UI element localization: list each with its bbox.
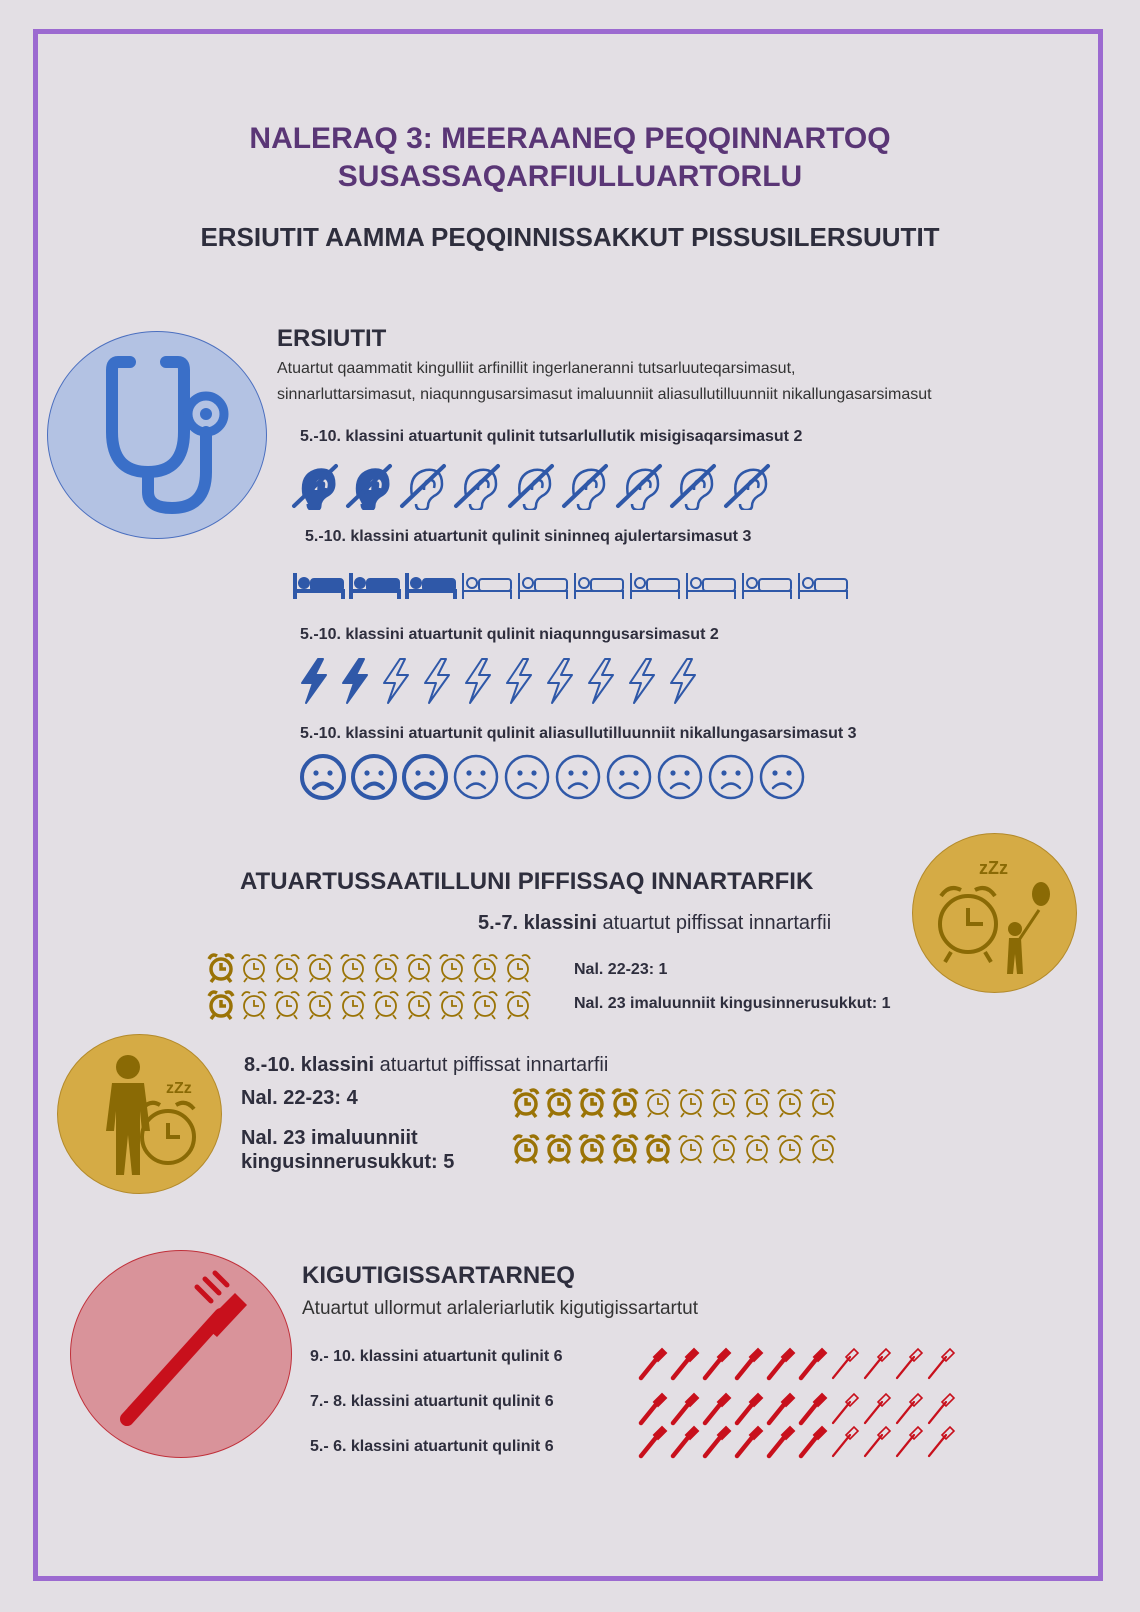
alarm-clock-icon-filled (609, 1085, 641, 1119)
page-subtitle: ERSIUTIT AAMMA PEQQINNISSAKKUT PISSUSILERSUUTIT (200, 222, 940, 252)
lightning-icon-filled (296, 657, 332, 705)
ear-icon-outline (506, 460, 556, 510)
lightning-icon-outline (460, 657, 496, 705)
toothbrush-icon-filled (702, 1390, 733, 1426)
teeth-row1-icons (638, 1345, 957, 1381)
ear-row-label: 5.-10. klassini atuartunit qulinit tutsarlullutik misigisaqarsimasut 2 (300, 428, 803, 445)
lightning-icon-outline (624, 657, 660, 705)
alarm-clock-icon-outline (271, 987, 303, 1021)
lightning-icon-outline (378, 657, 414, 705)
sad-row-label: 5.-10. klassini atuartunit qulinit aliasullutilluunniit nikallungasarsimasut 3 (300, 725, 857, 742)
ersiutit-desc-line-2: sinnarluttarsimasut, niaqunngusarsimasut imaluunniit aliasullutilluunniit nikallungasarsimasut (277, 386, 932, 403)
alarm-clock-icon-outline (436, 987, 468, 1021)
sleep-g2-row1-icons (510, 1085, 839, 1119)
page-title: NALERAQ 3: MEERAANEQ PEQQINNARTOQ SUSASSAQARFIULLUARTORLU (249, 122, 891, 193)
alarm-clock-icon-outline (502, 950, 534, 984)
alarm-clock-icon-filled (543, 1085, 575, 1119)
alarm-clock-icon-filled (609, 1131, 641, 1165)
alarm-clock-icon-filled (205, 950, 237, 984)
teeth-row3-label: 5.- 6. klassini atuartunit qulinit 6 (310, 1438, 554, 1455)
bed-icon-outline (628, 569, 682, 603)
alarm-clock-icon-outline (469, 950, 501, 984)
toothbrush-icon-outline (926, 1390, 957, 1426)
alarm-clock-icon-outline (403, 950, 435, 984)
bed-icon-outline (516, 569, 570, 603)
toothbrush-icon-filled (798, 1423, 829, 1459)
sad-face-icon-outline (605, 753, 653, 801)
toothbrush-icon-filled (734, 1423, 765, 1459)
sleep-g1-row1-label: Nal. 22-23: 1 (574, 961, 668, 978)
sad-face-icon-outline (707, 753, 755, 801)
lightning-row-label: 5.-10. klassini atuartunit qulinit niaqunngusarsimasut 2 (300, 626, 719, 643)
sleep-group2-grade: 8.-10. klassini (244, 1054, 375, 1076)
alarm-clock-icon-outline (304, 950, 336, 984)
alarm-clock-icon-outline (337, 950, 369, 984)
toothbrush-icon-filled (670, 1390, 701, 1426)
health-circle (47, 331, 267, 539)
sleep-g1-row2-label: Nal. 23 imaluunniit kingusinnerusukkut: 1 (574, 995, 891, 1012)
teeth-row2-label: 7.- 8. klassini atuartunit qulinit 6 (310, 1393, 554, 1410)
toothbrush-icon-filled (702, 1345, 733, 1381)
bed-icon-filled (404, 569, 458, 603)
ersiutit-description (277, 356, 932, 408)
sleep-g2-row2-label-line1: Nal. 23 imaluunniit (241, 1127, 418, 1149)
svg-text:zZz: zZz (166, 1080, 192, 1097)
toothbrush-icon-filled (702, 1423, 733, 1459)
toothbrush-icon-outline (862, 1390, 893, 1426)
sleep-circle-bottom (57, 1034, 222, 1194)
teeth-row1-label: 9.- 10. klassini atuartunit qulinit 6 (310, 1348, 563, 1365)
alarm-clock-icon-outline (642, 1085, 674, 1119)
alarm-clock-icon-outline (403, 987, 435, 1021)
sad-face-icon-outline (503, 753, 551, 801)
sleep-group1-grade: 5.-7. klassini (478, 912, 597, 934)
alarm-clock-icon-outline (675, 1085, 707, 1119)
alarm-clock-icon-filled (205, 987, 237, 1021)
ear-icon-filled (290, 460, 340, 510)
lightning-icon-outline (583, 657, 619, 705)
toothbrush-icon-outline (830, 1390, 861, 1426)
alarm-clock-icon-outline (741, 1085, 773, 1119)
sleep-group1-text: atuartut piffissat innartarfii (596, 912, 832, 934)
ear-icon-outline (560, 460, 610, 510)
sleep-g1-row2-icons (205, 987, 534, 1021)
bed-icon-outline (460, 569, 514, 603)
sleep-heading: ATUARTUSSAATILLUNI PIFFISSAQ INNARTARFIK (240, 868, 814, 895)
sleep-g2-row2-label-line2: kingusinnerusukkut: 5 (241, 1151, 455, 1173)
alarm-clock-icon-outline (774, 1085, 806, 1119)
toothbrush-icon-filled (734, 1390, 765, 1426)
ear-icon-outline (614, 460, 664, 510)
alarm-clock-icon-outline (741, 1131, 773, 1165)
alarm-clock-icon-filled (576, 1085, 608, 1119)
toothbrush-icon-filled (670, 1345, 701, 1381)
teeth-row3-icons (638, 1423, 957, 1459)
toothbrush-icon-outline (894, 1390, 925, 1426)
ersiutit-heading: ERSIUTIT (277, 325, 387, 352)
toothbrush-icon-filled (638, 1390, 669, 1426)
teeth-circle (70, 1250, 292, 1458)
sleep-circle-top (912, 833, 1077, 993)
toothbrush-icon-outline (926, 1423, 957, 1459)
alarm-clock-icon-filled (510, 1131, 542, 1165)
ersiutit-desc-line-1: Atuartut qaammatit kingulliit arfinillit ingerlaneranni tutsarluuteqarsimasut, (277, 360, 796, 377)
alarm-clock-icon-outline (271, 950, 303, 984)
toothbrush-icon-filled (638, 1423, 669, 1459)
ear-icon-filled (344, 460, 394, 510)
sleep-group2-text: atuartut piffissat innartarfii (374, 1054, 609, 1076)
alarm-clock-icon-outline (675, 1131, 707, 1165)
lightning-icon-filled (337, 657, 373, 705)
alarm-clock-icon-filled (543, 1131, 575, 1165)
toothbrush-icon-filled (734, 1345, 765, 1381)
toothbrush-icon (71, 1251, 291, 1457)
alarm-clock-icon-outline (370, 987, 402, 1021)
alarm-clock-icon-outline (238, 950, 270, 984)
bed-icon-filled (292, 569, 346, 603)
sad-face-icon-outline (656, 753, 704, 801)
alarm-clock-icon-outline (238, 987, 270, 1021)
alarm-clock-icon-outline (807, 1085, 839, 1119)
toothbrush-icon-filled (766, 1345, 797, 1381)
svg-text:zZz: zZz (979, 858, 1008, 878)
sleep-g2-row1-label: Nal. 22-23: 4 (241, 1087, 358, 1109)
toothbrush-icon-outline (862, 1423, 893, 1459)
teeth-heading: KIGUTIGISSARTARNEQ (302, 1262, 575, 1289)
lightning-icon-row (296, 657, 701, 705)
sad-face-icon-filled (401, 753, 449, 801)
toothbrush-icon-outline (830, 1423, 861, 1459)
sleep-g1-row1-icons (205, 950, 534, 984)
toothbrush-icon-filled (766, 1390, 797, 1426)
lightning-icon-outline (419, 657, 455, 705)
sleep-g2-row2-label (241, 1126, 454, 1174)
alarm-clock-icon-outline (370, 950, 402, 984)
ear-icon-outline (722, 460, 772, 510)
bed-icon-filled (348, 569, 402, 603)
alarm-clock-icon-filled (642, 1131, 674, 1165)
toothbrush-icon-outline (894, 1345, 925, 1381)
alarm-clock-icon-outline (469, 987, 501, 1021)
alarm-clock-icon-outline (337, 987, 369, 1021)
toothbrush-icon-outline (894, 1423, 925, 1459)
toothbrush-icon-filled (766, 1423, 797, 1459)
toothbrush-icon-filled (798, 1390, 829, 1426)
ear-icon-row (290, 460, 772, 510)
sad-face-icon-outline (758, 753, 806, 801)
ear-icon-outline (398, 460, 448, 510)
alarm-clock-child-icon (913, 834, 1076, 992)
person-alarm-clock-icon (58, 1035, 221, 1193)
bed-row-label: 5.-10. klassini atuartunit qulinit sininneq ajulertarsimasut 3 (305, 528, 752, 545)
lightning-icon-outline (542, 657, 578, 705)
toothbrush-icon-outline (830, 1345, 861, 1381)
teeth-description: Atuartut ullormut arlaleriarlutik kigutigissartartut (302, 1298, 698, 1319)
alarm-clock-icon-outline (436, 950, 468, 984)
sleep-group1-title (478, 912, 831, 935)
sad-face-icon-filled (299, 753, 347, 801)
toothbrush-icon-filled (798, 1345, 829, 1381)
sad-face-icon-outline (452, 753, 500, 801)
toothbrush-icon-outline (862, 1345, 893, 1381)
alarm-clock-icon-outline (708, 1085, 740, 1119)
bed-icon-row (292, 569, 850, 603)
sleep-group2-title (244, 1054, 608, 1077)
bed-icon-outline (740, 569, 794, 603)
bed-icon-outline (796, 569, 850, 603)
alarm-clock-icon-filled (576, 1131, 608, 1165)
toothbrush-icon-outline (926, 1345, 957, 1381)
alarm-clock-icon-outline (807, 1131, 839, 1165)
stethoscope-icon (48, 332, 266, 538)
lightning-icon-outline (501, 657, 537, 705)
alarm-clock-icon-filled (510, 1085, 542, 1119)
toothbrush-icon-filled (638, 1345, 669, 1381)
lightning-icon-outline (665, 657, 701, 705)
sad-face-icon-outline (554, 753, 602, 801)
ear-icon-outline (668, 460, 718, 510)
bed-icon-outline (684, 569, 738, 603)
alarm-clock-icon-outline (502, 987, 534, 1021)
alarm-clock-icon-outline (774, 1131, 806, 1165)
sad-face-icon-filled (350, 753, 398, 801)
teeth-row2-icons (638, 1390, 957, 1426)
ear-icon-outline (452, 460, 502, 510)
toothbrush-icon-filled (670, 1423, 701, 1459)
sad-face-icon-row (299, 753, 806, 801)
alarm-clock-icon-outline (304, 987, 336, 1021)
bed-icon-outline (572, 569, 626, 603)
alarm-clock-icon-outline (708, 1131, 740, 1165)
sleep-g2-row2-icons (510, 1131, 839, 1165)
